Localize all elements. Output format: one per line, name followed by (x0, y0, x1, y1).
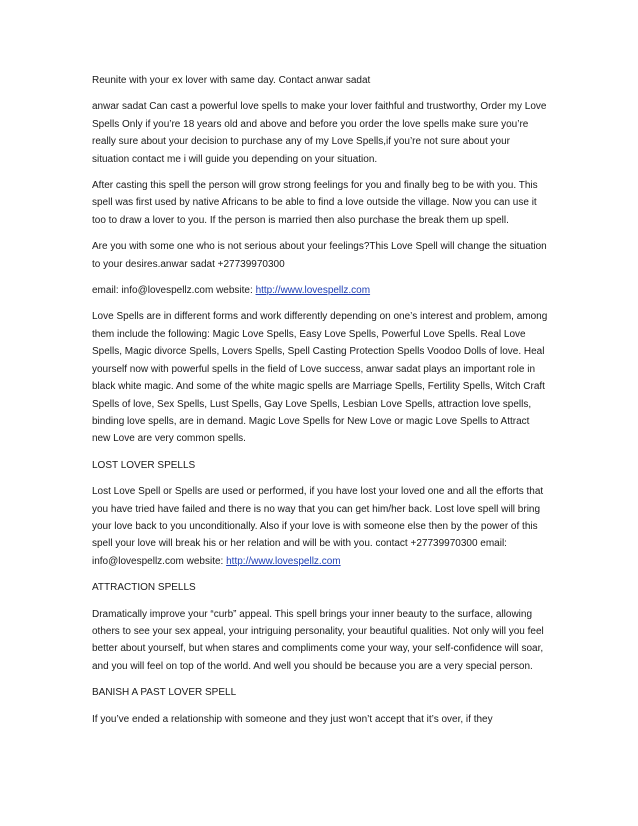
website-link[interactable]: http://www.lovespellz.com (255, 285, 371, 297)
paragraph-spell-effect: After casting this spell the person will grow strong feelings for you and finally beg to be with you. This spell was first used by native Africans to be able to find a love outside the village. Now you can use it too to draw a lover to you. If the person is married then also purchase the break them up spell. (92, 180, 538, 226)
section-heading-banish: BANISH A PAST LOVER SPELL (92, 687, 237, 699)
section-heading-lost-lover: LOST LOVER SPELLS (92, 459, 196, 471)
website-link-2[interactable]: http://www.lovespellz.com (226, 555, 341, 567)
contact-text: email: info@lovespellz.com website: (92, 285, 256, 297)
paragraph-banish: If you’ve ended a relationship with someone and they just won’t accept that it’s over, if they (92, 713, 493, 725)
paragraph-spell-types: Love Spells are in different forms and work differently depending on one’s interest and problem, among them include the following: Magic Love Spells, Easy Love Spells, Powerful Love Spells. Real Love Spells, Magic divorce Spells, Lovers Spells, Spell Casting Protection Spells Voodoo Dolls of love. Heal yourself now with powerful spells in the field of Love success, anwar sadat plays an important role in black white magic. And some of the white magic spells are Marriage Spells, Fertility Spells, Witch Craft Spells of love, Sex Spells, Lust Spells, Gay Love Spells, Lesbian Love Spells, attraction love spells, binding love spells, are in demand. Magic Love Spells for New Love or magic Love Spells to Attract new Love are very common spells. (92, 311, 548, 445)
document-body (92, 72, 548, 737)
lost-lover-text: Lost Love Spell or Spells are used or performed, if you have lost your loved one and all the efforts that you have tried have failed and there is no way that you can get him/her back. Lost love spell will bring your love back to you unconditionally. Also if your love is with someone else then by the power of this spell your love will break his or her relation and will be with you. contact +27739970300 email: info@lovespellz.com website: (92, 486, 544, 567)
paragraph-about-caster: anwar sadat Can cast a powerful love spells to make your lover faithful and trustworthy, Order my Love Spells Only if you’re 18 years old and above and before you order the love spells make sure you’re really sure about your decision to purchase any of my Love Spells,if you’re not sure about your situation contact me i will guide you depending on your situation. (92, 101, 547, 165)
section-heading-attraction: ATTRACTION SPELLS (92, 582, 196, 594)
paragraph-intro: Reunite with your ex lover with same day. Contact anwar sadat (92, 75, 371, 86)
paragraph-contact (92, 282, 548, 299)
paragraph-attraction: Dramatically improve your “curb” appeal. This spell brings your inner beauty to the surface, allowing others to see your sex appeal, your intriguing personality, your beautiful qualities. Not only will you feel better about yourself, but when stares and compliments come your way, your self-confidence will soar, and you will feel on top of the world. And well you should be because you are a very special person. (92, 608, 544, 672)
paragraph-lost-lover (92, 483, 548, 570)
paragraph-situation: Are you with some one who is not serious about your feelings?This Love Spell will change the situation to your desires.anwar sadat +27739970300 (92, 241, 547, 270)
